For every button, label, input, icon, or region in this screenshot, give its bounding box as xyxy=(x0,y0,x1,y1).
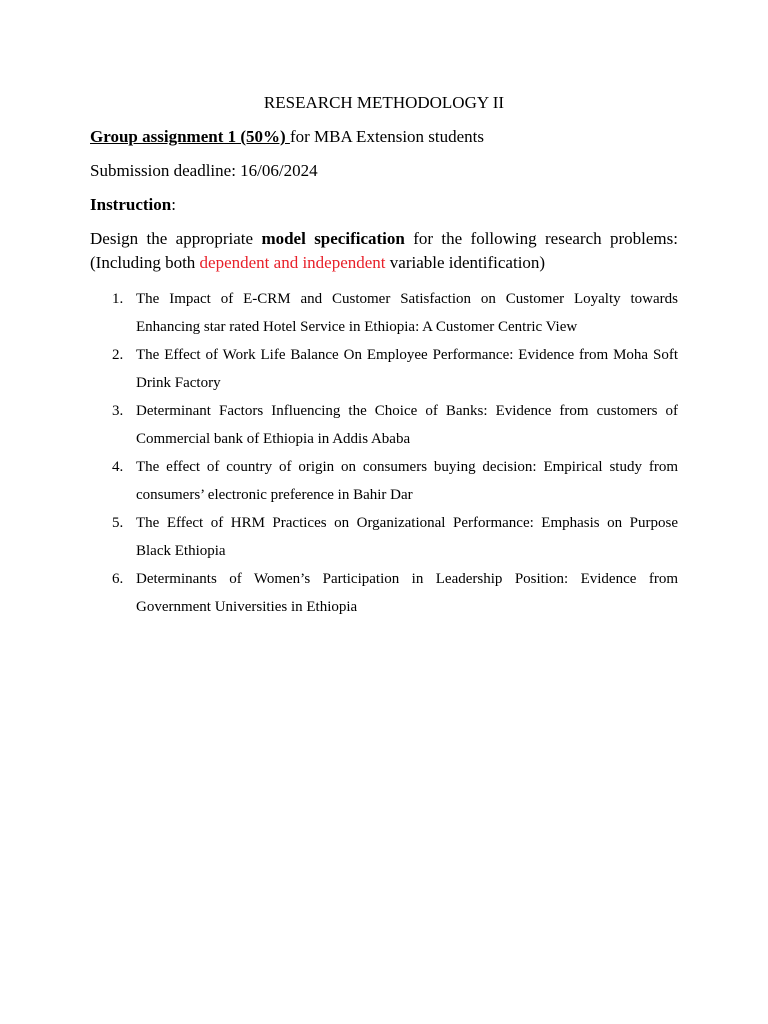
research-problems-list xyxy=(90,285,678,621)
instruction-text-part1: Design the appropriate xyxy=(90,229,262,248)
submission-deadline: Submission deadline: 16/06/2024 xyxy=(90,161,318,180)
assignment-label: Group assignment 1 (50%) xyxy=(90,127,290,146)
document-title: RESEARCH METHODOLOGY II xyxy=(263,93,505,112)
list-item-text: The Effect of HRM Practices on Organizational Performance: Emphasis on Purpose Black Ethiopia xyxy=(136,515,678,559)
list-item xyxy=(90,565,678,621)
list-item xyxy=(90,285,678,341)
document-page xyxy=(90,92,678,621)
assignment-audience: for MBA Extension students xyxy=(289,127,485,146)
instruction-text-part3: variable identification) xyxy=(385,253,546,272)
list-item-text: Determinant Factors Influencing the Choice of Banks: Evidence from customers of Commercial bank of Ethiopia in Addis Ababa xyxy=(136,403,678,447)
list-item xyxy=(90,453,678,509)
list-item-text: The Effect of Work Life Balance On Employee Performance: Evidence from Moha Soft Drink Factory xyxy=(136,347,678,391)
instruction-heading xyxy=(90,193,678,216)
list-item xyxy=(90,397,678,453)
list-item-text: Determinants of Women’s Participation in Leadership Position: Evidence from Government Universities in Ethiopia xyxy=(136,571,678,615)
list-item-number: 5. xyxy=(112,515,124,531)
list-item-number: 4. xyxy=(112,459,124,475)
instruction-text-part2: for the following research problems: (Including both xyxy=(90,229,678,272)
list-item-number: 3. xyxy=(112,403,124,419)
instruction-label: Instruction xyxy=(90,195,172,214)
instruction-colon: : xyxy=(171,195,176,214)
list-item xyxy=(90,341,678,397)
model-specification-term: model specification xyxy=(261,229,405,248)
list-item xyxy=(90,509,678,565)
list-item-text: The effect of country of origin on consumers buying decision: Empirical study from consumers’ electronic preference in Bahir Dar xyxy=(136,459,678,503)
variable-types-highlight: dependent and independent xyxy=(199,253,386,272)
list-item-number: 1. xyxy=(112,291,124,307)
assignment-line xyxy=(90,125,678,148)
list-item-number: 2. xyxy=(112,347,124,363)
list-item-text: The Impact of E-CRM and Customer Satisfaction on Customer Loyalty towards Enhancing star rated Hotel Service in Ethiopia: A Customer Centric View xyxy=(136,291,678,335)
list-item-number: 6. xyxy=(112,571,124,587)
instruction-text xyxy=(90,227,678,275)
